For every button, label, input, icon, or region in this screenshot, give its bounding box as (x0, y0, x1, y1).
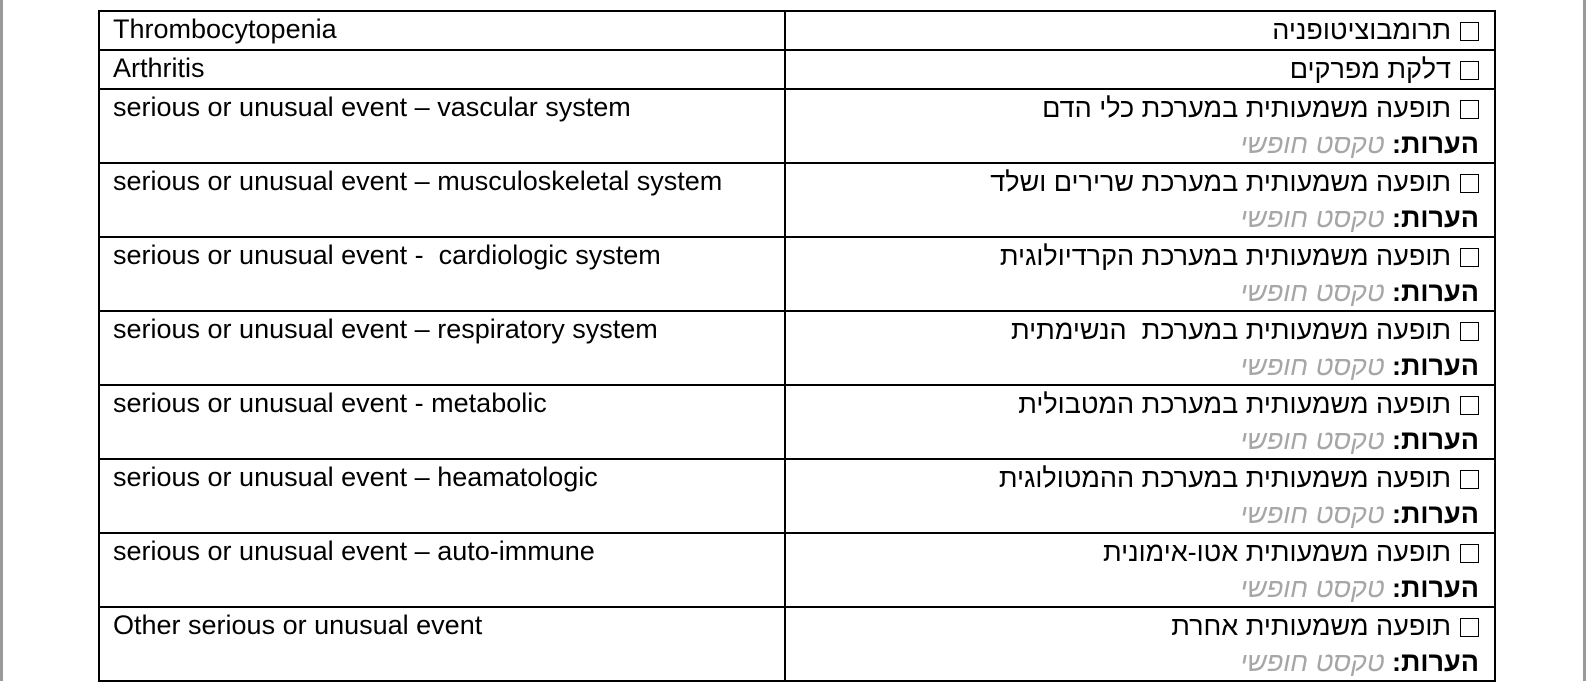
hebrew-label: תופעה משמעותית במערכת שרירים ושלד (990, 167, 1451, 197)
hebrew-option (786, 238, 1479, 274)
checkbox[interactable] (1460, 22, 1479, 41)
checkbox[interactable] (1460, 174, 1479, 193)
hebrew-label: תרומבוציטופניה (1272, 15, 1451, 45)
hebrew-label: תופעה משמעותית במערכת ההמטולוגית (998, 463, 1451, 493)
table-row (99, 311, 1495, 385)
hebrew-option (786, 51, 1479, 87)
table-row (99, 50, 1495, 89)
english-label: serious or unusual event - cardiologic system (99, 237, 785, 311)
table-row (99, 163, 1495, 237)
hebrew-cell (785, 163, 1495, 237)
hebrew-label: תופעה משמעותית במערכת המטבולית (1018, 389, 1451, 419)
hebrew-option (786, 164, 1479, 200)
hebrew-label: תופעה משמעותית במערכת הנשימתית (1011, 315, 1451, 345)
checkbox[interactable] (1460, 322, 1479, 341)
english-label: serious or unusual event – auto-immune (99, 533, 785, 607)
hebrew-label: תופעה משמעותית במערכת כלי הדם (1042, 93, 1451, 123)
english-label: serious or unusual event – respiratory system (99, 311, 785, 385)
notes-field[interactable]: טקסט חופשי (1240, 129, 1385, 159)
hebrew-label: תופעה משמעותית אחרת (1171, 611, 1451, 641)
table-row (99, 237, 1495, 311)
hebrew-option (786, 312, 1479, 348)
checkbox[interactable] (1460, 470, 1479, 489)
english-label: serious or unusual event – heamatologic (99, 459, 785, 533)
notes-field[interactable]: טקסט חופשי (1240, 499, 1385, 529)
english-label: serious or unusual event - metabolic (99, 385, 785, 459)
notes-label: הערות: (1391, 647, 1479, 677)
hebrew-cell (785, 459, 1495, 533)
table-row (99, 11, 1495, 50)
notes-field[interactable]: טקסט חופשי (1240, 573, 1385, 603)
hebrew-label: דלקת מפרקים (1289, 54, 1451, 84)
table-row (99, 533, 1495, 607)
hebrew-label: תופעה משמעותית אטו-אימונית (1103, 537, 1451, 567)
hebrew-cell (785, 385, 1495, 459)
notes-line (786, 348, 1479, 384)
checkbox[interactable] (1460, 100, 1479, 119)
notes-line (786, 126, 1479, 162)
hebrew-cell (785, 237, 1495, 311)
notes-line (786, 496, 1479, 532)
notes-label: הערות: (1391, 277, 1479, 307)
notes-field[interactable]: טקסט חופשי (1240, 351, 1385, 381)
hebrew-cell (785, 607, 1495, 681)
hebrew-cell (785, 533, 1495, 607)
english-label: serious or unusual event – vascular system (99, 89, 785, 163)
hebrew-option (786, 386, 1479, 422)
notes-label: הערות: (1391, 351, 1479, 381)
notes-field[interactable]: טקסט חופשי (1240, 277, 1385, 307)
notes-line (786, 422, 1479, 458)
checkbox[interactable] (1460, 248, 1479, 267)
hebrew-cell (785, 89, 1495, 163)
english-label: Arthritis (99, 50, 785, 89)
page-edge-right (1583, 0, 1586, 681)
english-label: serious or unusual event – musculoskeletal system (99, 163, 785, 237)
adverse-events-table (98, 10, 1496, 682)
notes-line (786, 570, 1479, 606)
hebrew-label: תופעה משמעותית במערכת הקרדיולוגית (999, 241, 1451, 271)
hebrew-option (786, 12, 1479, 48)
hebrew-option (786, 90, 1479, 126)
notes-label: הערות: (1391, 499, 1479, 529)
hebrew-cell (785, 50, 1495, 89)
notes-label: הערות: (1391, 425, 1479, 455)
notes-field[interactable]: טקסט חופשי (1240, 647, 1385, 677)
hebrew-option (786, 460, 1479, 496)
hebrew-option (786, 534, 1479, 570)
table-row (99, 459, 1495, 533)
english-label: Thrombocytopenia (99, 11, 785, 50)
notes-field[interactable]: טקסט חופשי (1240, 203, 1385, 233)
notes-label: הערות: (1391, 203, 1479, 233)
checkbox[interactable] (1460, 544, 1479, 563)
notes-line (786, 274, 1479, 310)
hebrew-cell (785, 11, 1495, 50)
checkbox[interactable] (1460, 396, 1479, 415)
hebrew-cell (785, 311, 1495, 385)
checkbox[interactable] (1460, 61, 1479, 80)
notes-field[interactable]: טקסט חופשי (1240, 425, 1385, 455)
checkbox[interactable] (1460, 618, 1479, 637)
table-row (99, 607, 1495, 681)
table-row (99, 385, 1495, 459)
table-row (99, 89, 1495, 163)
notes-label: הערות: (1391, 573, 1479, 603)
notes-line (786, 200, 1479, 236)
notes-label: הערות: (1391, 129, 1479, 159)
english-label: Other serious or unusual event (99, 607, 785, 681)
notes-line (786, 644, 1479, 680)
hebrew-option (786, 608, 1479, 644)
page-edge-left (0, 0, 3, 681)
